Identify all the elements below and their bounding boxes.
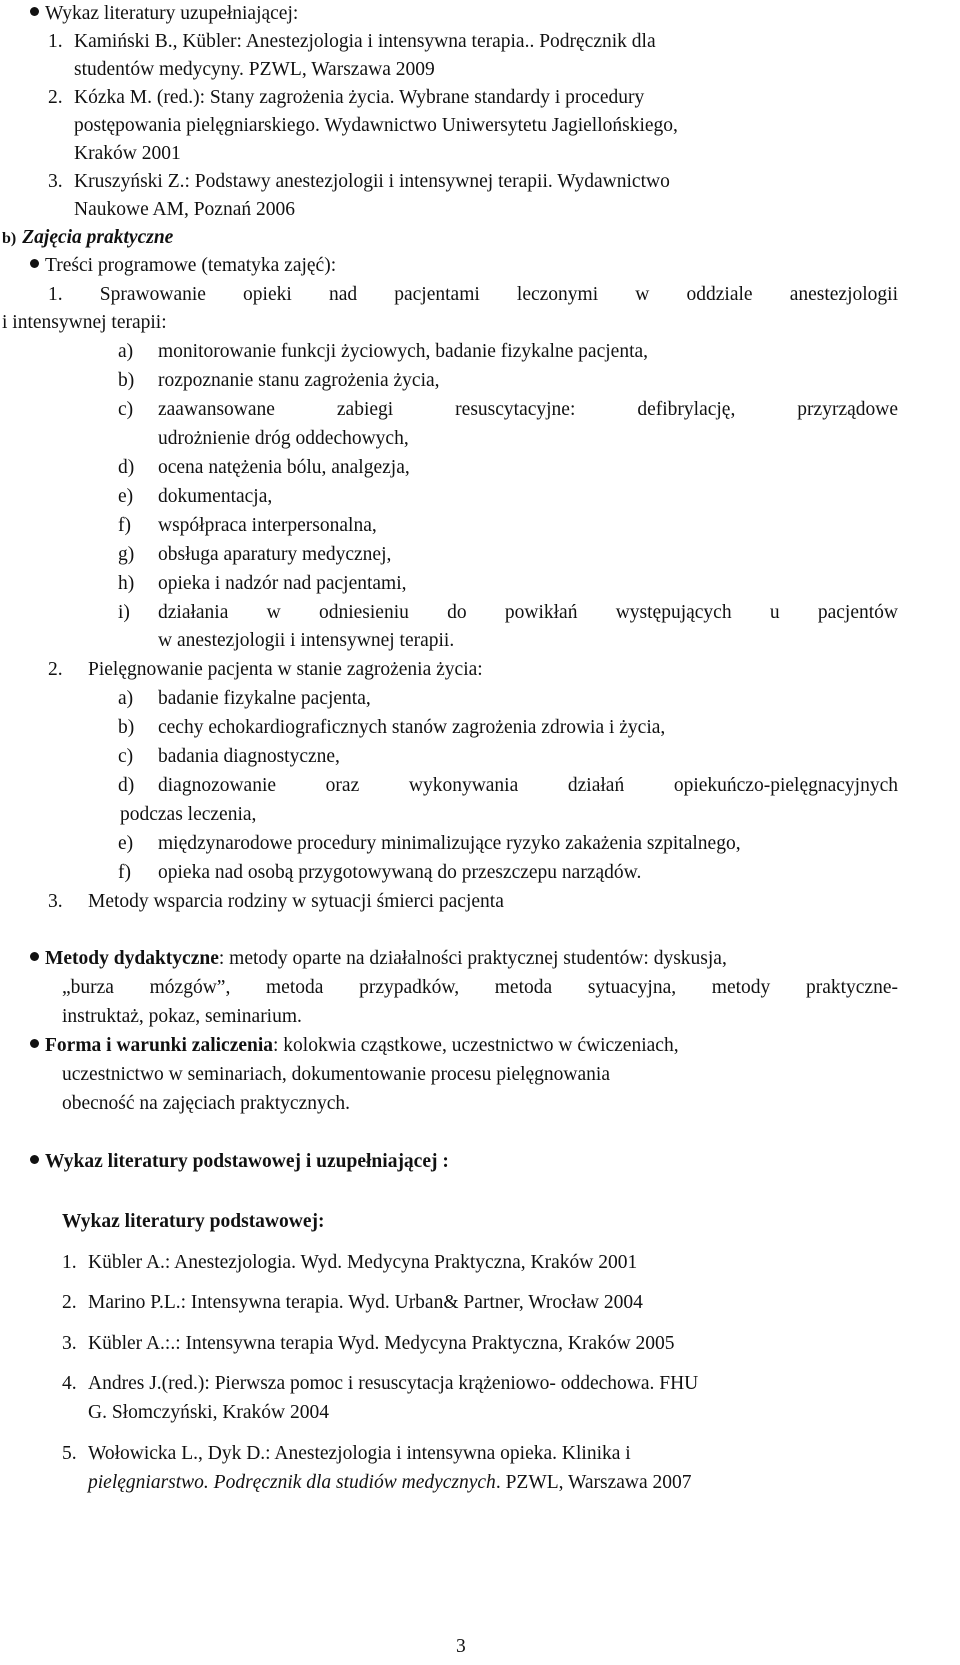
list-item: 4. Andres J.(red.): Pierwsza pomoc i resuscytacja krążeniowo- oddechowa. FHU (62, 1373, 699, 1394)
sub-item: f) opieka nad osobą przygotowywaną do przeszczepu narządów. (118, 862, 642, 883)
methods-cont: instruktaż, pokaz, seminarium. (62, 1006, 302, 1027)
bullet-icon (30, 1155, 39, 1164)
list-item-cont: G. Słomczyński, Kraków 2004 (88, 1402, 330, 1423)
sub-item: a) monitorowanie funkcji życiowych, badanie fizykalne pacjenta, (118, 341, 649, 362)
sub-item: b) rozpoznanie stanu zagrożenia życia, (118, 370, 440, 391)
page-number: 3 (456, 1636, 466, 1657)
list-item: 5. Wołowicka L., Dyk D.: Anestezjologia i intensywna opieka. Klinika i (62, 1443, 631, 1464)
methods: Metody dydaktyczne: metody oparte na działalności praktycznej studentów: dyskusja, (30, 945, 727, 973)
sub-item-cont: w anestezjologii i intensywnej terapii. (158, 630, 455, 651)
sub-item: d) diagnozowanie oraz wykonywania działań opiekuńczo-pielęgnacyjnych (118, 775, 898, 796)
list-item: 2. Marino P.L.: Intensywna terapia. Wyd. Urban& Partner, Wrocław 2004 (62, 1292, 643, 1313)
list-item-cont: postępowania pielęgniarskiego. Wydawnictwo Uniwersytetu Jagiellońskiego, (74, 115, 678, 136)
list-item: 3. Kruszyński Z.: Podstawy anestezjologii i intensywnej terapii. Wydawnictwo (48, 171, 670, 192)
sub-item: e) dokumentacja, (118, 486, 273, 507)
bullet-icon (30, 259, 39, 268)
list-item: 1. Kamiński B., Kübler: Anestezjologia i intensywna terapia.. Podręcznik dla (48, 31, 656, 52)
sub-item: a) badanie fizykalne pacjenta, (118, 688, 371, 709)
list-item: 2. Kózka M. (red.): Stany zagrożenia życia. Wybrane standardy i procedury (48, 87, 645, 108)
list-item: 3. Kübler A.:.: Intensywna terapia Wyd. Medycyna Praktyczna, Kraków 2005 (62, 1333, 675, 1354)
sub-item: e) międzynarodowe procedury minimalizujące ryzyko zakażenia szpitalnego, (118, 833, 741, 854)
list-item-cont: Naukowe AM, Poznań 2006 (74, 199, 295, 220)
sub-item: b) cechy echokardiograficznych stanów zagrożenia zdrowia i życia, (118, 717, 666, 738)
sub-item: g) obsługa aparatury medycznej, (118, 544, 392, 565)
assessment: Forma i warunki zaliczenia: kolokwia cząstkowe, uczestnictwo w ćwiczeniach, (30, 1032, 679, 1060)
literature-heading: Wykaz literatury podstawowej i uzupełniającej : (30, 1148, 449, 1176)
topic-1: 1. Sprawowanie opieki nad pacjentami leczonymi w oddziale anestezjologii (48, 284, 899, 305)
lit-basic-heading: Wykaz literatury podstawowej: (62, 1211, 325, 1232)
sub-item: d) ocena natężenia bólu, analgezja, (118, 457, 410, 478)
sub-item-cont: podczas leczenia, (120, 804, 257, 825)
section-heading: b) Zajęcia praktyczne (2, 227, 174, 248)
assessment-cont: uczestnictwo w seminariach, dokumentowanie procesu pielęgnowania (62, 1064, 610, 1085)
sub-item: h) opieka i nadzór nad pacjentami, (118, 573, 407, 594)
topic-3: 3. Metody wsparcia rodziny w sytuacji śmierci pacjenta (48, 891, 504, 912)
topic-1-cont: i intensywnej terapii: (2, 312, 167, 333)
bullet-icon (30, 7, 39, 16)
sub-item: c) zaawansowane zabiegi resuscytacyjne: defibrylację, przyrządowe (118, 399, 898, 420)
methods-cont: „burza mózgów”, metoda przypadków, metoda sytuacyjna, metody praktyczne- (62, 977, 898, 998)
list-item-cont: studentów medycyny. PZWL, Warszawa 2009 (74, 59, 435, 80)
sub-item: f) współpraca interpersonalna, (118, 515, 377, 536)
sub-item: c) badania diagnostyczne, (118, 746, 340, 767)
sub-item-cont: udrożnienie dróg oddechowych, (158, 428, 409, 449)
topic-2: 2. Pielęgnowanie pacjenta w stanie zagrożenia życia: (48, 659, 483, 680)
bullet-icon (30, 1039, 39, 1048)
lit-supp-heading: Wykaz literatury uzupełniającej: (30, 0, 298, 28)
contents-heading: Treści programowe (tematyka zajęć): (30, 252, 336, 280)
list-item-cont: pielęgniarstwo. Podręcznik dla studiów medycznych. PZWL, Warszawa 2007 (88, 1472, 692, 1493)
sub-item: i) działania w odniesieniu do powikłań występujących u pacjentów (118, 602, 898, 623)
assessment-cont: obecność na zajęciach praktycznych. (62, 1093, 351, 1114)
list-item-cont: Kraków 2001 (74, 143, 181, 164)
bullet-icon (30, 952, 39, 961)
list-item: 1. Kübler A.: Anestezjologia. Wyd. Medycyna Praktyczna, Kraków 2001 (62, 1252, 638, 1273)
